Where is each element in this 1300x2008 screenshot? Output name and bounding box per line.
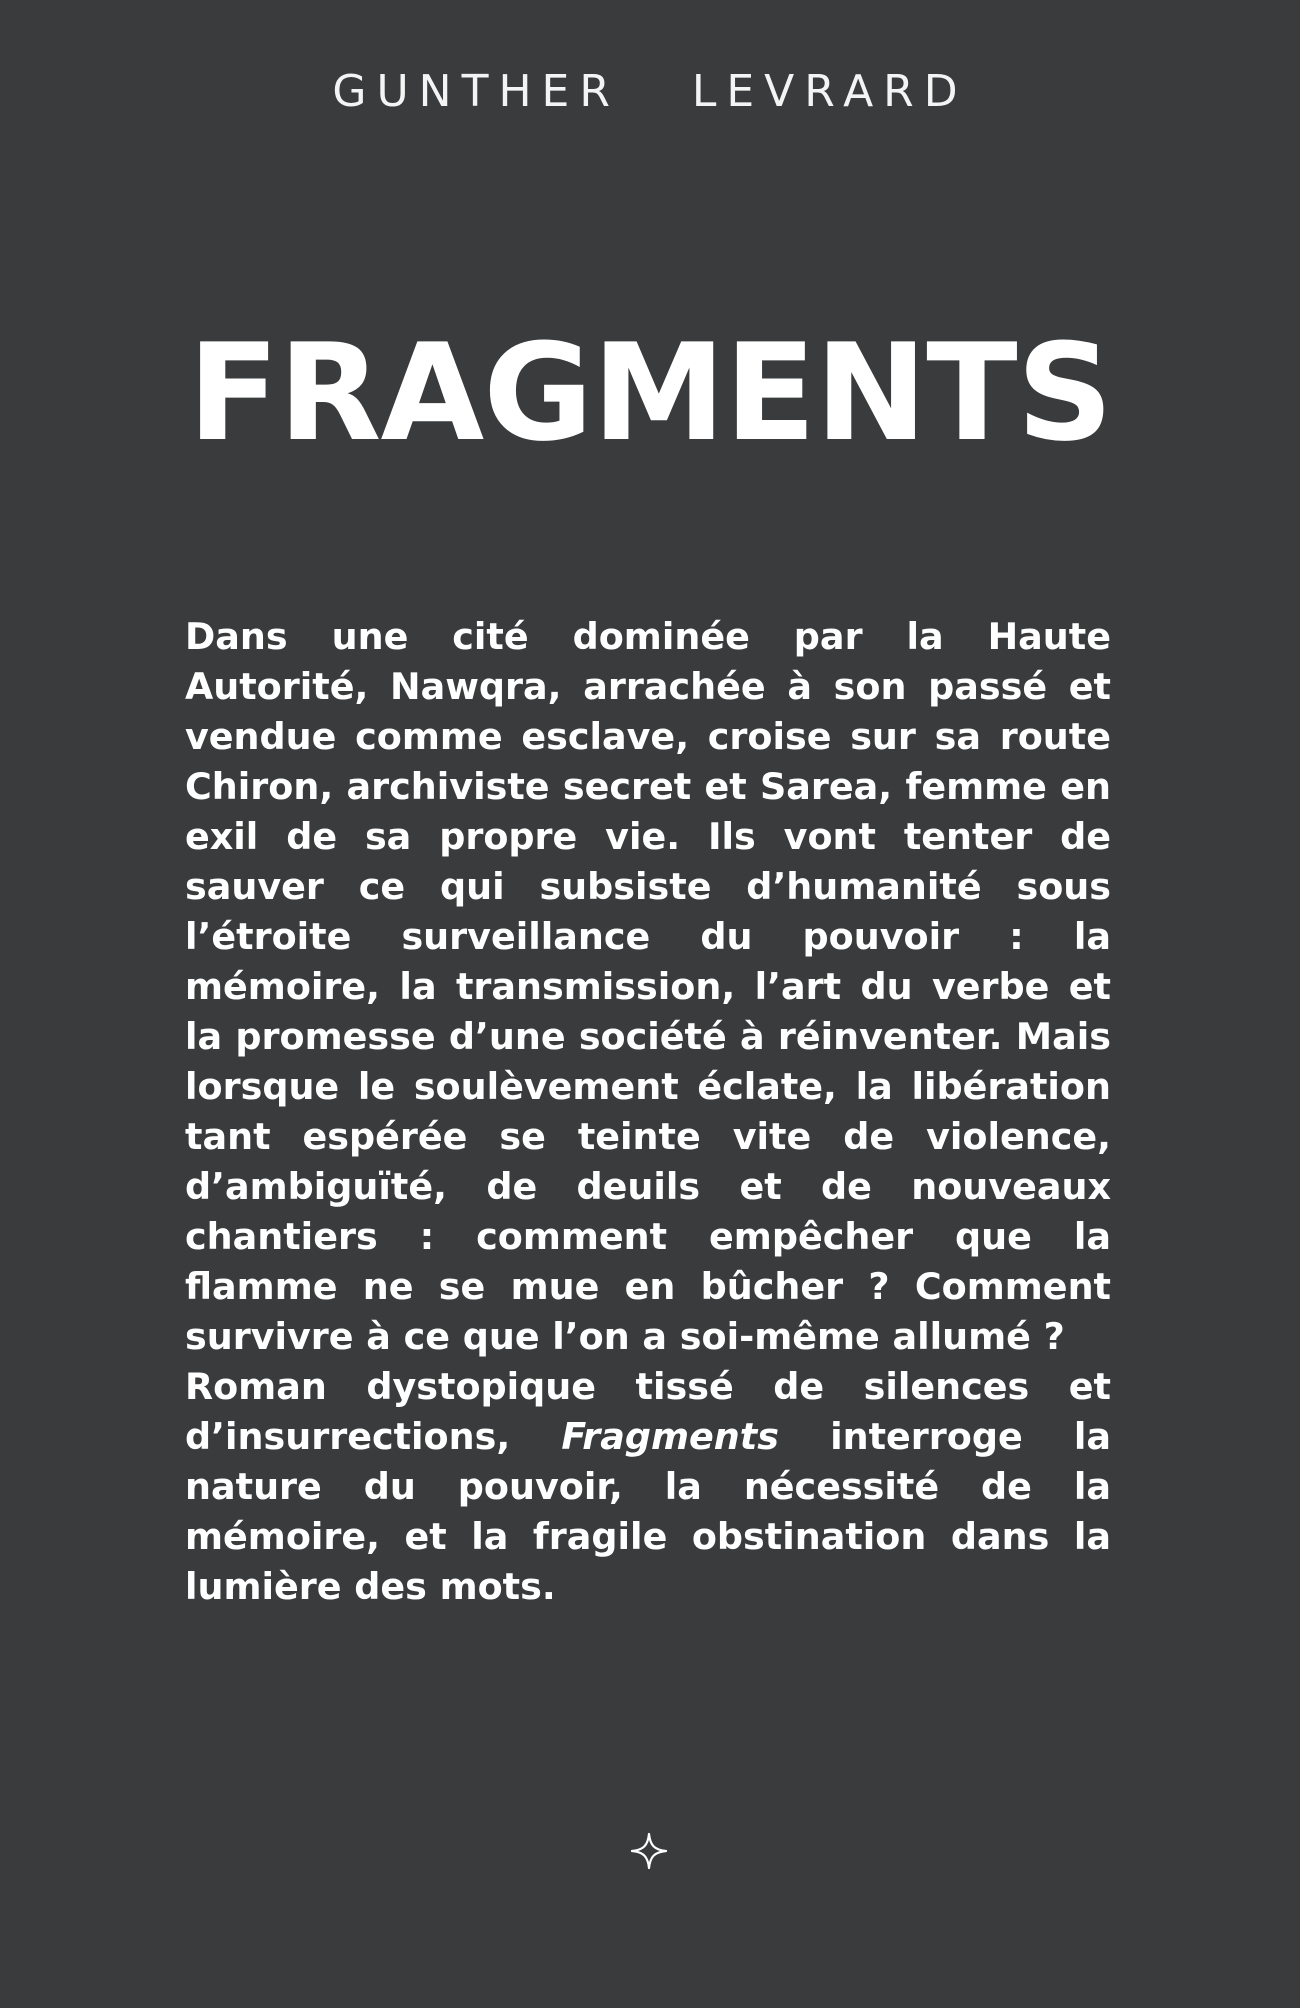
author-name: GUNTHER LEVRARD [332, 66, 968, 117]
blurb-paragraph-2-end: interroge la nature du pouvoir, la nécessité de la mémoire, et la fragile obstination dans la lumière des mots. [185, 1415, 1111, 1608]
blurb-italic-title: Fragments [561, 1415, 779, 1458]
book-blurb [185, 612, 1111, 1612]
four-point-star-icon [630, 1832, 668, 1870]
four-point-star-icon-graphic [630, 1832, 668, 1870]
blurb-paragraph-2 [185, 1362, 1111, 1612]
blurb-paragraph-2-start: Roman dystopique tissé de silences et d’insurrections, [185, 1365, 1111, 1458]
book-title: FRAGMENTS [187, 315, 1113, 471]
blurb-paragraph-1: Dans une cité dominée par la Haute Autorité, Nawqra, arrachée à son passé et vendue comme esclave, croise sur sa route Chiron, archiviste secret et Sarea, femme en exil de sa propre vie. Ils vont tenter de sauver ce qui subsiste d’humanité sous l’étroite surveillance du pouvoir : la mémoire, la transmission, l’art du verbe et la promesse d’une société à réinventer. Mais lorsque le soulèvement éclate, la libération tant espérée se teinte vite de violence, d’ambiguïté, de deuils et de nouveaux chantiers : comment empêcher que la flamme ne se mue en bûcher ? Comment survivre à ce que l’on a soi-même allumé ? [185, 615, 1111, 1358]
